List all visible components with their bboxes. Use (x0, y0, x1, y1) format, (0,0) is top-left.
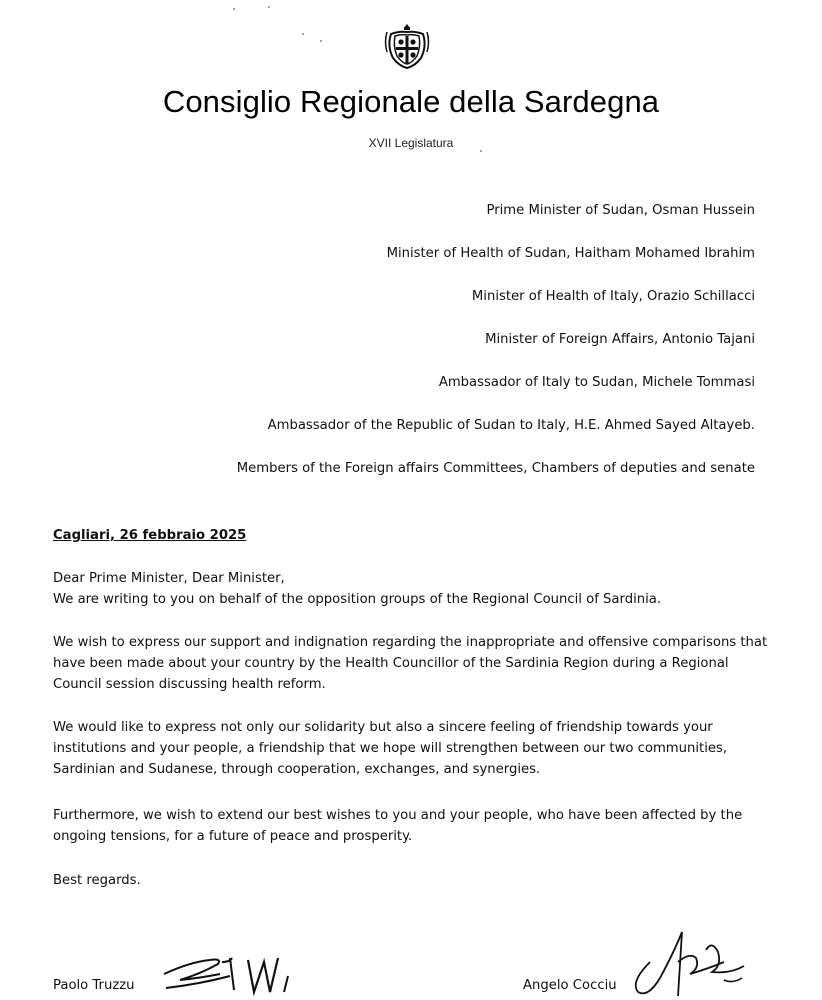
closing: Best regards. (53, 873, 141, 888)
signer-name-right: Angelo Cocciu (523, 978, 617, 993)
signature-right (620, 922, 760, 1000)
sardinia-coat-of-arms-icon (383, 22, 431, 70)
intro-sentence: We are writing to you on behalf of the opposition groups of the Regional Council of Sardinia. (53, 592, 662, 607)
recipient-item: Minister of Health of Italy, Orazio Schillacci (471, 289, 755, 304)
recipient-item: Members of the Foreign affairs Committees, Chambers of deputies and senate (236, 461, 755, 476)
recipient-list (55, 202, 755, 503)
recipient-item: Ambassador of the Republic of Sudan to Italy, H.E. Ahmed Sayed Altayeb. (267, 418, 755, 433)
signer-name-left: Paolo Truzzu (53, 978, 135, 993)
legislature-subtitle: XVII Legislatura (368, 136, 454, 150)
scan-speck (302, 33, 304, 35)
paragraph-best-wishes: Furthermore, we wish to extend our best wishes to you and your people, who have been affected by the ongoing tensions, for a future of peace and prosperity. (53, 808, 743, 844)
signature-left (160, 940, 300, 1000)
scan-speck (268, 6, 270, 8)
scan-speck (233, 8, 235, 10)
recipient-item: Minister of Foreign Affairs, Antonio Tajani (485, 332, 755, 347)
letter-date: Cagliari, 26 febbraio 2025 (53, 528, 247, 543)
scan-speck (480, 150, 482, 152)
recipient-item: Ambassador of Italy to Sudan, Michele Tommasi (438, 375, 755, 390)
paragraph-support: We wish to express our support and indignation regarding the inappropriate and offensive comparisons that have been made about your country by the Health Councillor of the Sardinia Region during a Regional Council session discussing health reform. (53, 635, 768, 692)
recipient-item: Prime Minister of Sudan, Osman Hussein (486, 203, 755, 218)
scan-speck (320, 40, 322, 42)
salutation-block (53, 568, 773, 610)
paragraph-solidarity: We would like to express not only our solidarity but also a sincere feeling of friendship towards your institutions and your people, a friendship that we hope will strengthen between our two communities, Sardinian and Sudanese, through cooperation, exchanges, and synergies. (53, 720, 728, 777)
recipient-item: Minister of Health of Sudan, Haitham Mohamed Ibrahim (386, 246, 755, 261)
institution-title: Consiglio Regionale della Sardegna (162, 84, 660, 119)
salutation: Dear Prime Minister, Dear Minister, (53, 571, 285, 586)
